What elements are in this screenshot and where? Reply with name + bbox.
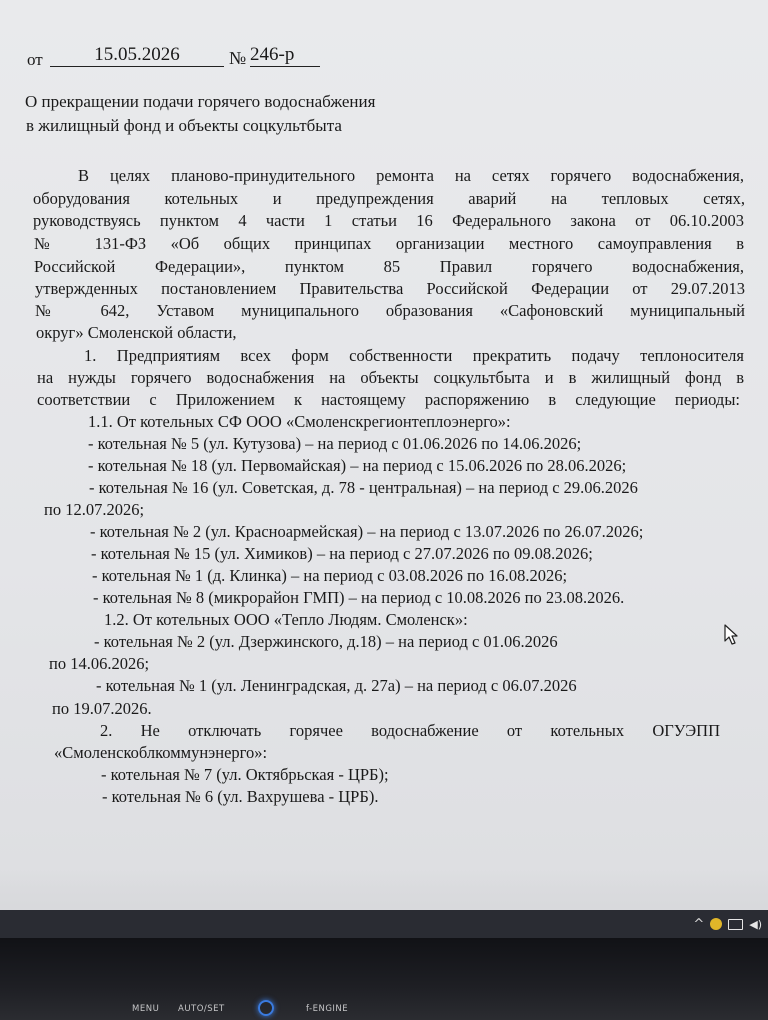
- body-line: утвержденных постановлением Правительства Российской Федерации от 29.07.2013: [35, 279, 745, 298]
- document-date: 15.05.2026: [50, 44, 224, 67]
- system-tray: [693, 914, 762, 934]
- body-line: № 131-ФЗ «Об общих принципах организации местного самоуправления в: [34, 234, 744, 253]
- body-line: 1.1. От котельных СФ ООО «Смоленскрегионтеплоэнерго»:: [88, 412, 511, 431]
- body-line: - котельная № 2 (ул. Красноармейская) – на период с 13.07.2026 по 26.07.2026;: [90, 522, 644, 541]
- body-line: - котельная № 2 (ул. Дзержинского, д.18) – на период с 01.06.2026: [94, 632, 558, 651]
- body-line: - котельная № 16 (ул. Советская, д. 78 - центральная) – на период с 29.06.2026: [89, 478, 638, 497]
- body-line: - котельная № 6 (ул. Вахрушева - ЦРБ).: [102, 787, 379, 806]
- body-line: оборудования котельных и предупреждения аварий на тепловых сетях,: [33, 189, 745, 208]
- body-line: - котельная № 18 (ул. Первомайская) – на период с 15.06.2026 по 28.06.2026;: [88, 456, 627, 475]
- body-line: руководствуясь пунктом 4 части 1 статьи 16 Федерального закона от 06.10.2003: [33, 211, 744, 230]
- bezel-engine-label: f-ENGINE: [306, 1004, 349, 1014]
- body-line: по 14.06.2026;: [49, 654, 150, 673]
- body-line: - котельная № 8 (микрорайон ГМП) – на период с 10.08.2026 по 23.08.2026.: [93, 588, 625, 607]
- body-line: 2. Не отключать горячее водоснабжение от котельных ОГУЭПП: [100, 721, 720, 740]
- body-line: по 19.07.2026.: [52, 699, 152, 718]
- body-line: - котельная № 7 (ул. Октябрьская - ЦРБ);: [101, 765, 389, 784]
- title-line-2: в жилищный фонд и объекты соцкультбыта: [26, 116, 342, 135]
- title-line-1: О прекращении подачи горячего водоснабжения: [25, 92, 376, 111]
- power-led-icon: [258, 1000, 274, 1016]
- speaker-icon[interactable]: ◀): [749, 917, 762, 931]
- bezel-menu-label: MENU: [132, 1004, 160, 1014]
- body-line: округ» Смоленской области,: [36, 323, 237, 342]
- body-line: - котельная № 1 (д. Клинка) – на период с 03.08.2026 по 16.08.2026;: [92, 566, 568, 585]
- body-line: 1. Предприятиям всех форм собственности прекратить подачу теплоносителя: [84, 346, 744, 365]
- show-hidden-icons-chevron-icon[interactable]: ^: [693, 916, 705, 932]
- display-icon[interactable]: [728, 919, 743, 930]
- body-line: № 642, Уставом муниципального образования «Сафоновский муниципальный: [35, 301, 745, 320]
- tray-app-icon[interactable]: [710, 918, 722, 930]
- body-line: по 12.07.2026;: [44, 500, 145, 519]
- number-prefix: №: [229, 48, 247, 68]
- body-line: - котельная № 15 (ул. Химиков) – на период с 27.07.2026 по 09.08.2026;: [91, 544, 593, 563]
- document-number: 246-р: [250, 44, 320, 67]
- body-line: В целях планово-принудительного ремонта на сетях горячего водоснабжения,: [78, 166, 744, 185]
- date-prefix: от: [27, 50, 43, 69]
- body-line: на нужды горячего водоснабжения на объекты соцкультбыта и в жилищный фонд в: [37, 368, 744, 387]
- body-line: соответствии с Приложением к настоящему распоряжению в следующие периоды:: [37, 390, 740, 409]
- body-line: «Смоленскоблкоммунэнерго»:: [54, 743, 268, 762]
- body-line: - котельная № 1 (ул. Ленинградская, д. 27а) – на период с 06.07.2026: [96, 676, 577, 695]
- mouse-pointer-icon: [724, 624, 740, 646]
- body-line: 1.2. От котельных ООО «Тепло Людям. Смоленск»:: [104, 610, 468, 629]
- monitor-bezel: [0, 938, 768, 1020]
- body-line: - котельная № 5 (ул. Кутузова) – на период с 01.06.2026 по 14.06.2026;: [88, 434, 582, 453]
- bezel-autoset-label: AUTO/SET: [178, 1004, 225, 1014]
- taskbar: [0, 910, 768, 938]
- document-bottom-edge: [0, 870, 768, 910]
- body-line: Российской Федерации», пунктом 85 Правил горячего водоснабжения,: [34, 257, 744, 276]
